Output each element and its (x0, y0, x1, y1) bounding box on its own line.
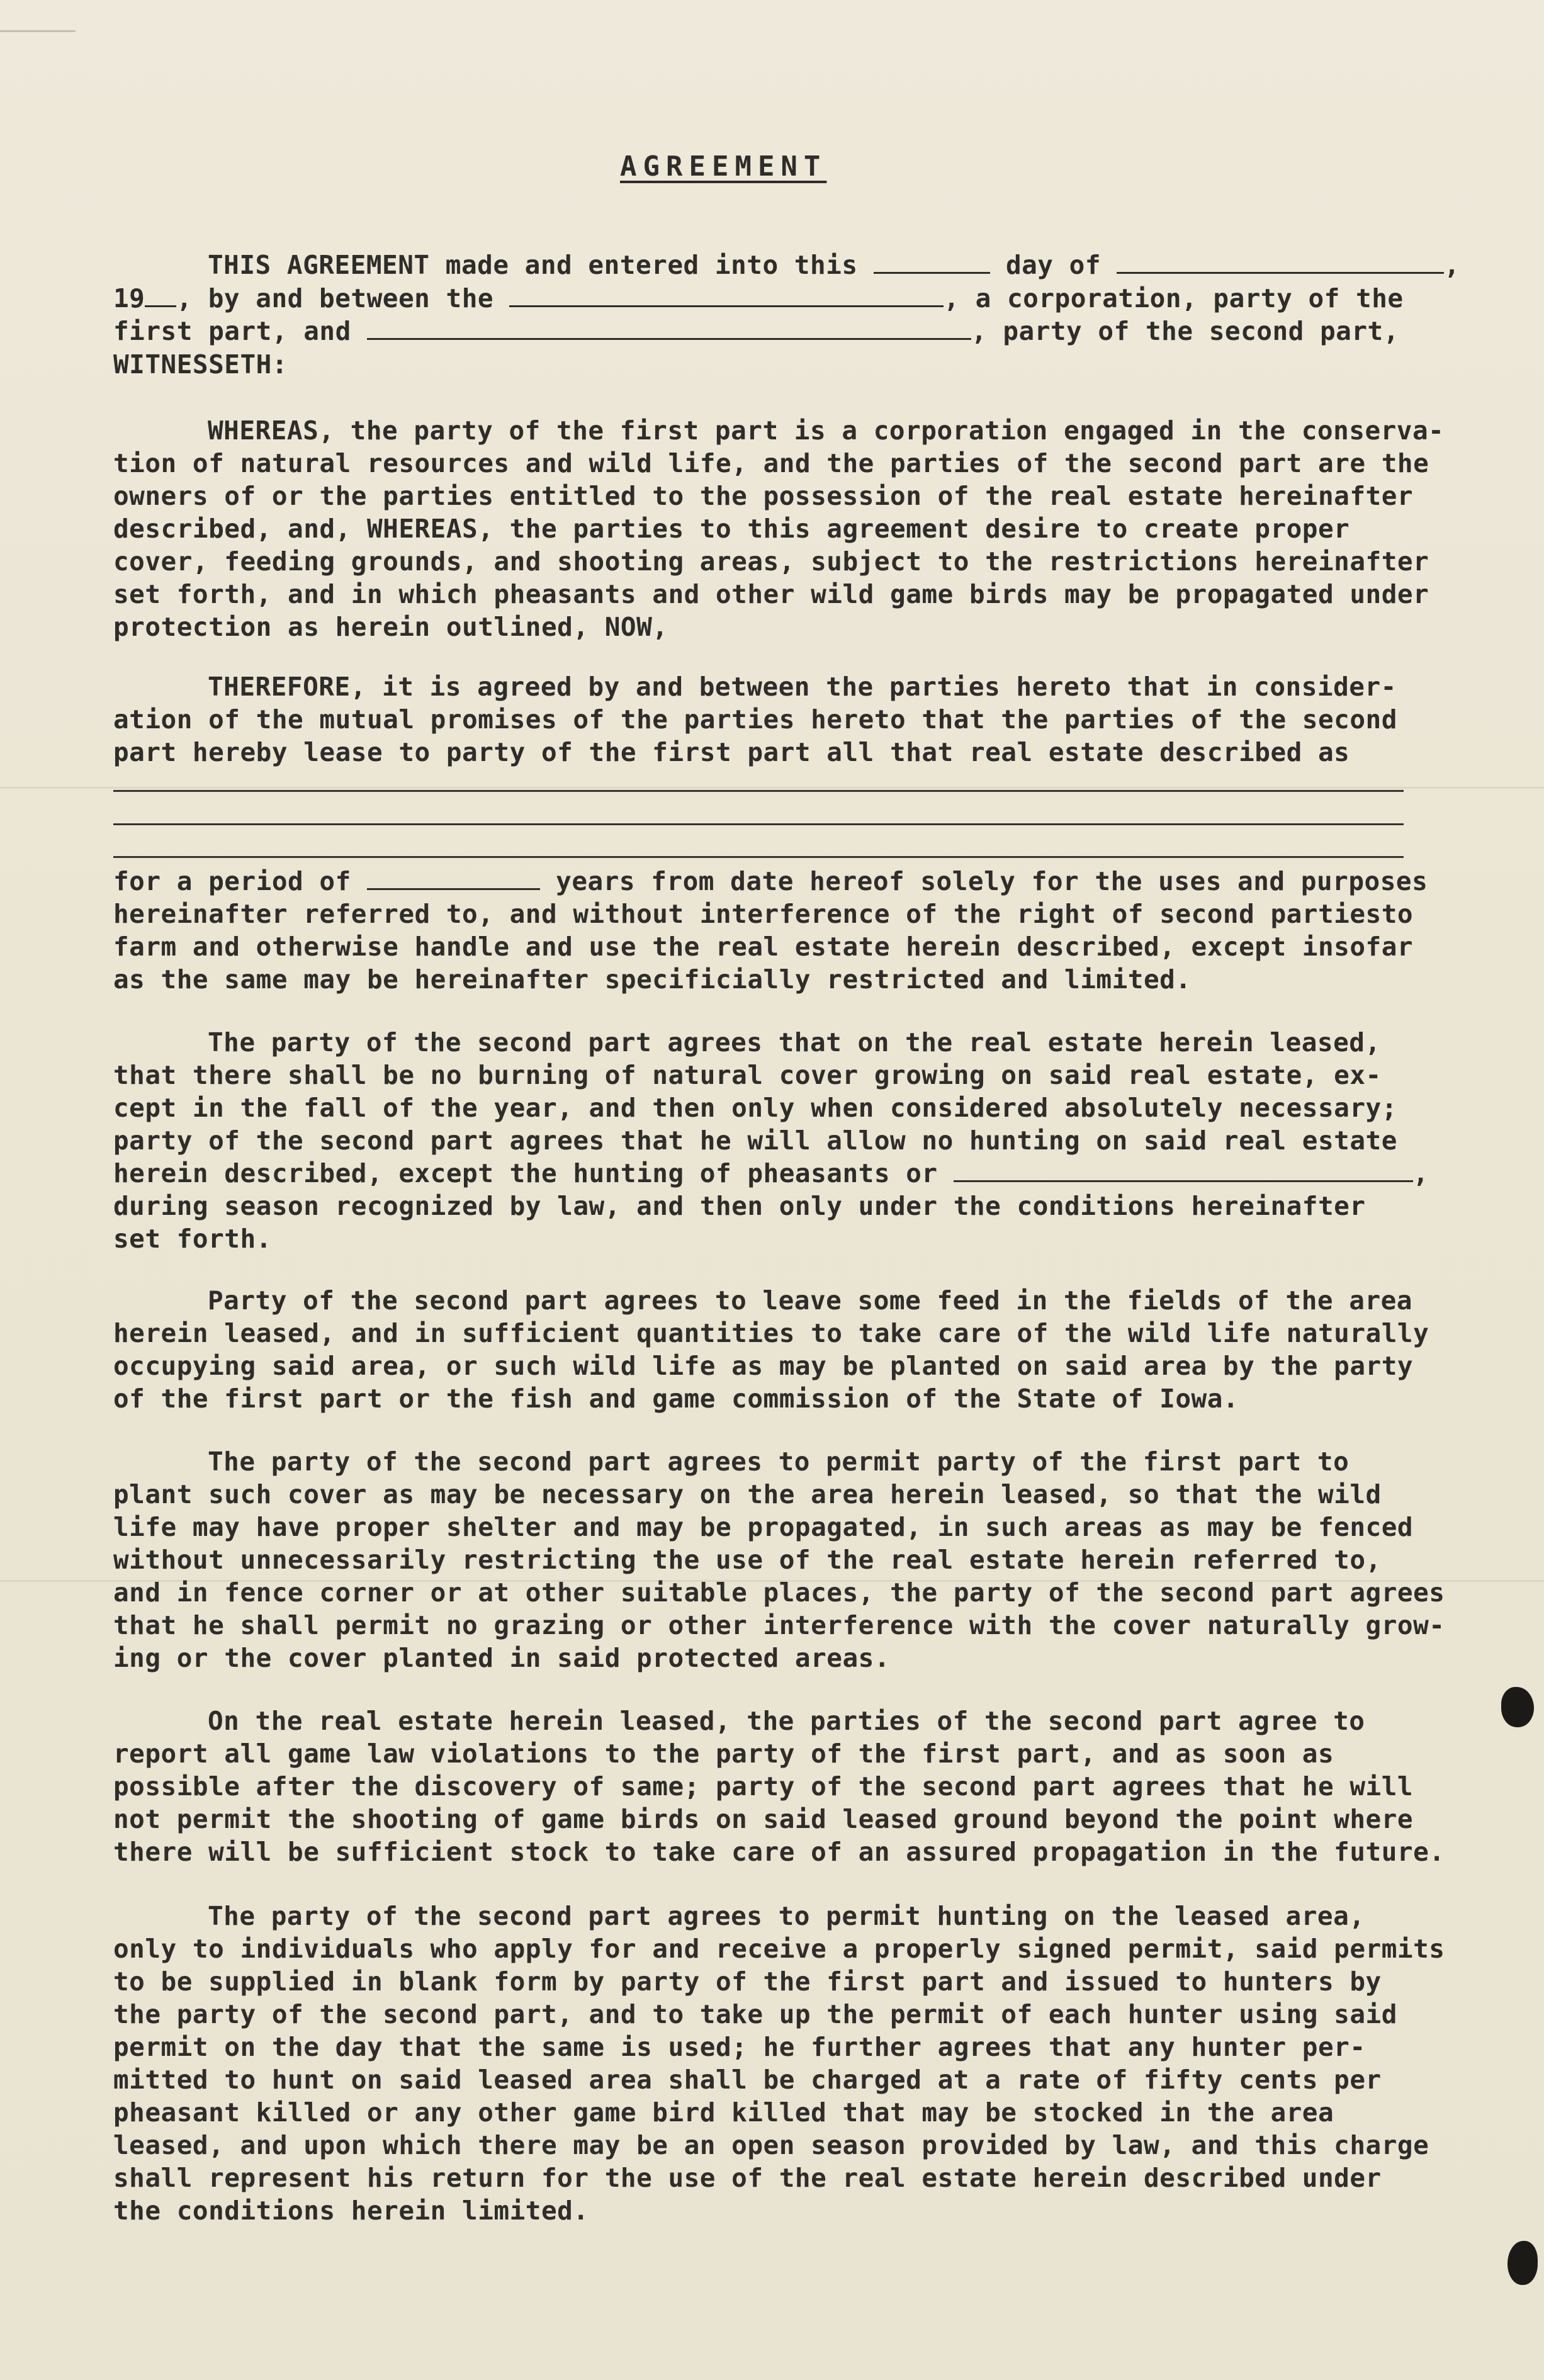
hunting-line: mitted to hunt on said leased area shall be charged at a rate of fifty cents per (113, 2065, 1382, 2095)
period-line: hereinafter referred to, and without interference of the right of second partiesto (113, 899, 1414, 929)
burning-line: The party of the second part agrees that on the real estate herein leased, (208, 1027, 1381, 1057)
hunting-line: the conditions herein limited. (113, 2196, 589, 2226)
therefore-line: ation of the mutual promises of the parties hereto that the parties of the second (113, 704, 1397, 735)
cover-line: ing or the cover planted in said protected areas. (113, 1643, 891, 1673)
period-text: years from date hereof solely for the uses and purposes (556, 866, 1428, 896)
feed-line: herein leased, and in sufficient quantities to take care of the wild life naturally (113, 1318, 1429, 1348)
ink-blot (1501, 1687, 1534, 1727)
opening-text: , by and between the (176, 283, 494, 313)
whereas-line: owners of or the parties entitled to the possession of the real estate hereinafter (113, 481, 1414, 511)
period-text: for a period of (113, 866, 351, 896)
whereas-line: WHEREAS, the party of the first part is a corporation engaged in the conserva- (208, 415, 1445, 446)
opening-text: 19 (113, 283, 145, 313)
cover-line: and in fence corner or at other suitable places, the party of the second part agrees (113, 1577, 1445, 1608)
fold-crease (0, 787, 1544, 789)
year-blank (145, 286, 176, 307)
violations-line: On the real estate herein leased, the parties of the second part agree to (208, 1706, 1365, 1736)
description-rule (113, 790, 1404, 792)
hunting-line: shall represent his return for the use of the real estate herein described under (113, 2163, 1382, 2193)
therefore-line: THEREFORE, it is agreed by and between the parties hereto that in consider- (208, 672, 1397, 702)
month-blank (1117, 253, 1444, 274)
cover-line: The party of the second part agrees to permit party of the first part to (208, 1447, 1350, 1477)
opening-text: , a corporation, party of the (944, 283, 1404, 313)
violations-line: there will be sufficient stock to take care of an assured propagation in the future. (113, 1837, 1445, 1867)
burning-line (113, 1157, 1429, 1190)
document-title: AGREEMENT (620, 150, 827, 183)
burning-text: , (1412, 1158, 1429, 1188)
hunting-line: only to individuals who apply for and receive a properly signed permit, said permits (113, 1934, 1445, 1964)
opening-text: first part, and (113, 316, 351, 346)
period-line: farm and otherwise handle and use the real estate herein described, except insofar (113, 932, 1414, 962)
whereas-line: tion of natural resources and wild life, and the parties of the second part are the (113, 448, 1429, 478)
feed-line: of the first part or the fish and game commission of the State of Iowa. (113, 1384, 1239, 1414)
period-line (113, 865, 1428, 898)
description-rule (113, 856, 1404, 858)
therefore-line: part hereby lease to party of the first part all that real estate described as (113, 737, 1350, 767)
second-party-blank (367, 319, 971, 340)
game-species-blank (954, 1161, 1413, 1182)
whereas-line: described, and, WHEREAS, the parties to this agreement desire to create proper (113, 514, 1350, 544)
cover-line: without unnecessarily restricting the use of the real estate herein referred to, (113, 1545, 1382, 1575)
cover-line: that he shall permit no grazing or other interference with the cover naturally grow- (113, 1610, 1445, 1640)
period-line: as the same may be hereinafter specificially restricted and limited. (113, 964, 1192, 995)
witnesseth: WITNESSETH: (113, 349, 288, 380)
hunting-line: pheasant killed or any other game bird killed that may be stocked in the area (113, 2097, 1334, 2128)
violations-line: not permit the shooting of game birds on said leased ground beyond the point where (113, 1804, 1414, 1834)
description-rule (113, 823, 1404, 825)
hunting-line: The party of the second part agrees to permit hunting on the leased area, (208, 1901, 1365, 1931)
corner-mark (0, 30, 76, 32)
burning-line: during season recognized by law, and then only under the conditions hereinafter (113, 1191, 1366, 1221)
cover-line: plant such cover as may be necessary on the area herein leased, so that the wild (113, 1479, 1382, 1509)
hunting-line: permit on the day that the same is used; he further agrees that any hunter per- (113, 2032, 1366, 2062)
ink-blot (1507, 2241, 1538, 2285)
opening-text: day of (1005, 250, 1102, 280)
opening-text: THIS AGREEMENT made and entered into this (208, 250, 858, 280)
burning-text: herein described, except the hunting of pheasants or (113, 1158, 938, 1188)
hunting-line: to be supplied in blank form by party of the first part and issued to hunters by (113, 1966, 1382, 1997)
corporation-blank (509, 286, 944, 307)
opening-line-3 (113, 315, 1399, 348)
opening-line-2 (113, 282, 1404, 315)
burning-line: cept in the fall of the year, and then only when considered absolutely necessary; (113, 1093, 1397, 1123)
opening-text: , (1444, 250, 1460, 280)
opening-line-1 (208, 249, 1460, 282)
hunting-line: the party of the second part, and to take up the permit of each hunter using said (113, 1999, 1397, 2029)
years-blank (367, 869, 540, 890)
violations-line: report all game law violations to the party of the first part, and as soon as (113, 1739, 1334, 1769)
whereas-line: protection as herein outlined, NOW, (113, 612, 668, 642)
hunting-line: leased, and upon which there may be an open season provided by law, and this charge (113, 2130, 1429, 2160)
feed-line: occupying said area, or such wild life as may be planted on said area by the party (113, 1351, 1414, 1381)
burning-line: that there shall be no burning of natural cover growing on said real estate, ex- (113, 1060, 1382, 1090)
burning-line: party of the second part agrees that he will allow no hunting on said real estate (113, 1125, 1397, 1156)
burning-line: set forth. (113, 1224, 272, 1254)
cover-line: life may have proper shelter and may be propagated, in such areas as may be fenced (113, 1512, 1414, 1542)
day-blank (874, 253, 990, 274)
violations-line: possible after the discovery of same; party of the second part agrees that he will (113, 1771, 1414, 1802)
feed-line: Party of the second part agrees to leave some feed in the fields of the area (208, 1285, 1412, 1316)
opening-text: , party of the second part, (971, 316, 1399, 346)
whereas-line: set forth, and in which pheasants and other wild game birds may be propagated under (113, 579, 1429, 609)
whereas-line: cover, feeding grounds, and shooting areas, subject to the restrictions hereinafter (113, 546, 1429, 577)
